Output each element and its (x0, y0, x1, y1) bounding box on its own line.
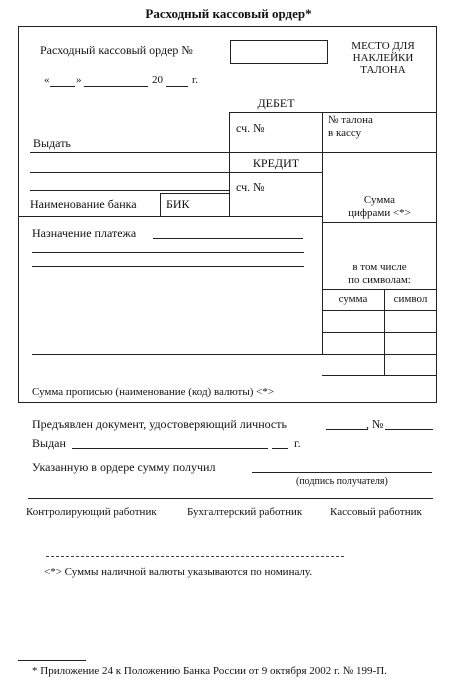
talon-place-label: МЕСТО ДЛЯ НАКЛЕЙКИ ТАЛОНА (351, 40, 415, 76)
account-right-border (322, 112, 323, 354)
footnote-rule (18, 660, 86, 661)
debit-header: ДЕБЕТ (257, 96, 295, 110)
symbols-row-line-3 (322, 354, 437, 355)
debit-account-label: сч. № (236, 121, 265, 135)
received-signature-caption: (подпись получателя) (296, 476, 388, 487)
talon-number-label: № талона в кассу (328, 114, 373, 139)
amount-digits-line (322, 222, 437, 223)
identity-issued-line[interactable] (72, 448, 268, 449)
issue-line[interactable] (30, 152, 322, 153)
date-year-suffix: г. (192, 74, 199, 86)
identity-document-label: Предъявлен документ, удостоверяющий личность (32, 417, 287, 431)
identity-number-line[interactable] (385, 429, 433, 430)
date-month-line[interactable] (84, 86, 148, 87)
purpose-line-3[interactable] (32, 266, 304, 267)
identity-issued-year-line[interactable] (272, 448, 288, 449)
note-text: <*> Суммы наличной валюты указываются по номиналу. (44, 566, 313, 578)
received-signature-line[interactable] (252, 472, 432, 473)
amount-words-label: Сумма прописью (наименование (код) валюты) <*> (32, 386, 275, 398)
issue-line-2[interactable] (30, 172, 229, 173)
identity-issued-year-suffix: г. (294, 436, 301, 450)
symbols-col-sum: сумма (338, 293, 368, 305)
purpose-label: Назначение платежа (32, 226, 137, 240)
symbols-col-symbol: символ (393, 293, 428, 305)
order-number-field[interactable] (230, 40, 328, 64)
bank-top-line[interactable] (30, 190, 229, 191)
date-quote-close: » (76, 74, 82, 86)
issue-label: Выдать (33, 136, 71, 150)
signature-controller: Контролирующий работник (26, 506, 157, 518)
symbols-top-line (322, 289, 437, 290)
amount-digits-label: Сумма цифрами <*> (348, 194, 411, 219)
symbols-header: в том числе по символам: (348, 261, 411, 286)
bank-name-label: Наименование банка (30, 197, 137, 211)
bik-label: БИК (166, 197, 190, 211)
credit-header: КРЕДИТ (252, 156, 300, 170)
purpose-line-1[interactable] (153, 238, 303, 239)
credit-account-label: сч. № (236, 180, 265, 194)
identity-issued-label: Выдан (32, 436, 66, 450)
symbols-row-line-4 (322, 375, 437, 376)
note-separator (46, 556, 344, 557)
received-label: Указанную в ордере сумму получил (32, 460, 216, 474)
form-title: Расходный кассовый ордер* (145, 6, 312, 21)
signatures-top-line (28, 498, 433, 499)
date-quote-open: « (44, 74, 50, 86)
identity-document-line[interactable] (326, 429, 368, 430)
date-year-line[interactable] (166, 86, 188, 87)
purpose-line-2[interactable] (32, 252, 304, 253)
debit-top-line (229, 112, 437, 113)
symbols-row-line-1 (322, 310, 437, 311)
signature-cashier: Кассовый работник (330, 506, 422, 518)
footnote-text: * Приложение 24 к Положению Банка России от 9 октября 2002 г. № 199-П. (32, 665, 387, 677)
signature-accountant: Бухгалтерский работник (187, 506, 303, 518)
symbols-row-line-2 (322, 332, 437, 333)
talon-bottom-line (322, 152, 437, 153)
identity-number-label: , № (366, 417, 384, 431)
date-day-line[interactable] (50, 86, 75, 87)
credit-top-line (229, 172, 322, 173)
date-year-prefix: 20 (152, 74, 163, 86)
amount-words-line[interactable] (32, 354, 322, 355)
order-number-label: Расходный кассовый ордер № (40, 43, 193, 57)
